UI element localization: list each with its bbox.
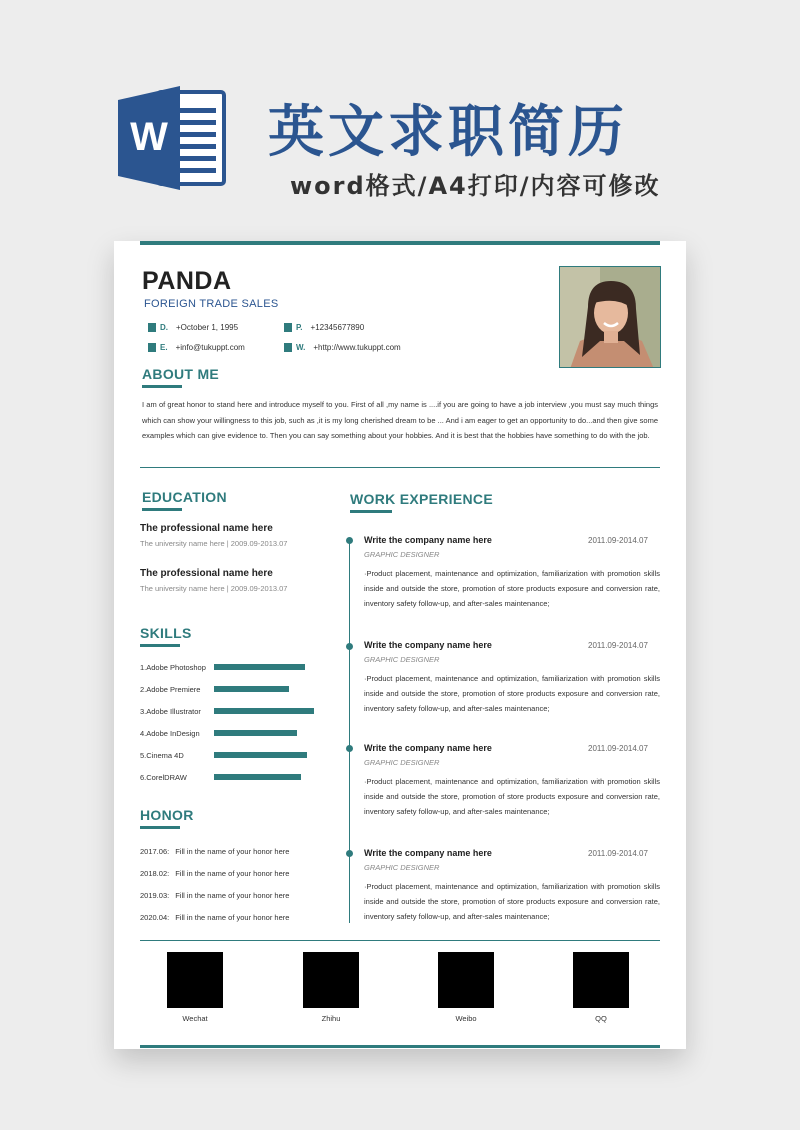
skill-name: 4.Adobe InDesign — [140, 729, 200, 738]
qq-label: QQ — [595, 1014, 607, 1023]
education-underline — [142, 508, 182, 511]
contact-label: P. — [296, 323, 303, 332]
honor-item — [140, 891, 289, 900]
work-date: 2011.09-2014.07 — [588, 849, 648, 858]
honor-item — [140, 913, 289, 922]
education-item-sub: The university name here | 2009.09-2013.07 — [140, 584, 288, 593]
timeline-dot — [346, 850, 353, 857]
timeline-dot — [346, 745, 353, 752]
contact-label: W. — [296, 343, 306, 352]
education-title: EDUCATION — [142, 489, 227, 505]
skill-bar-fill — [214, 664, 305, 670]
skill-bar — [214, 708, 314, 714]
skill-bar-fill — [214, 774, 301, 780]
work-date: 2011.09-2014.07 — [588, 641, 648, 650]
contact-label: D. — [160, 323, 168, 332]
timeline-dot — [346, 643, 353, 650]
work-timeline — [349, 538, 350, 923]
honor-text: Fill in the name of your honor here — [175, 891, 290, 900]
skill-bar-fill — [214, 686, 289, 692]
skill-name: 6.CorelDRAW — [140, 773, 187, 782]
resume-job-title: FOREIGN TRADE SALES — [144, 298, 279, 310]
resume-page — [114, 241, 686, 1049]
work-date: 2011.09-2014.07 — [588, 536, 648, 545]
skills-title: SKILLS — [140, 625, 192, 641]
word-doc-icon — [118, 86, 230, 190]
work-role: GRAPHIC DESIGNER — [364, 863, 440, 872]
honor-text: Fill in the name of your honor here — [175, 847, 290, 856]
qq-qr-code — [573, 952, 629, 1008]
work-company: Write the company name here — [364, 848, 492, 858]
skill-bar — [214, 664, 314, 670]
contact-website — [284, 343, 401, 352]
bottom-accent-bar — [140, 1045, 660, 1048]
contact-value: +http://www.tukuppt.com — [313, 343, 401, 352]
about-underline — [142, 385, 182, 388]
education-item-sub: The university name here | 2009.09-2013.07 — [140, 539, 288, 548]
work-description: ·Product placement, maintenance and optimization, familiarization with promotion skills inside and outside the store, promotion of store products exposure and conversion rate, inventory safety follow-up, and after-sales maintenance; — [364, 882, 660, 921]
contact-marker — [284, 323, 292, 332]
honor-text: Fill in the name of your honor here — [175, 913, 290, 922]
contact-email — [148, 343, 245, 352]
work-title: WORK EXPERIENCE — [350, 491, 493, 507]
work-company: Write the company name here — [364, 640, 492, 650]
work-underline — [350, 510, 392, 513]
skill-bar-fill — [214, 730, 297, 736]
about-text: I am of great honor to stand here and introduce myself to you. First of all ,my name is ....if you are going to have a job interview ,you must say much things which can show your willingness to this job, such as ,it is my long cherished dream to be ... And i am eager to get an opportunity to do...and then give some examples which can give evidence to. Then you can say something about your hobbies. And it is best that the hobbies have something to do with the job. — [142, 400, 658, 440]
skill-name: 5.Cinema 4D — [140, 751, 184, 760]
skill-bar — [214, 686, 314, 692]
honor-underline — [140, 826, 180, 829]
honor-title: HONOR — [140, 807, 194, 823]
wechat-label: Wechat — [182, 1014, 208, 1023]
work-role: GRAPHIC DESIGNER — [364, 550, 440, 559]
contact-value: +October 1, 1995 — [176, 323, 239, 332]
portrait-image — [560, 267, 661, 368]
zhihu-qr-code — [303, 952, 359, 1008]
honor-item — [140, 847, 289, 856]
skill-bar — [214, 752, 314, 758]
about-title: ABOUT ME — [142, 366, 220, 382]
honor-year: 2019.03: — [140, 891, 170, 900]
word-icon-letter: W — [130, 115, 168, 159]
footer-divider — [140, 940, 660, 941]
contact-label: E. — [160, 343, 168, 352]
zhihu-label: Zhihu — [321, 1014, 341, 1023]
skills-underline — [140, 644, 180, 647]
weibo-label: Weibo — [455, 1014, 477, 1023]
work-description: ·Product placement, maintenance and optimization, familiarization with promotion skills inside and outside the store, promotion of store products exposure and conversion rate, inventory safety follow-up, and after-sales maintenance; — [364, 674, 660, 713]
profile-photo — [559, 266, 661, 368]
work-description: ·Product placement, maintenance and optimization, familiarization with promotion skills inside and outside the store, promotion of store products exposure and conversion rate, inventory safety follow-up, and after-sales maintenance; — [364, 777, 660, 816]
skill-bar-fill — [214, 708, 314, 714]
skill-name: 3.Adobe Illustrator — [140, 707, 201, 716]
work-company: Write the company name here — [364, 743, 492, 753]
contact-marker — [148, 343, 156, 352]
skill-bar — [214, 730, 314, 736]
contact-phone — [284, 323, 364, 332]
banner-subtitle: word格式/A4打印/内容可修改 — [290, 172, 661, 200]
timeline-dot — [346, 537, 353, 544]
skill-name: 1.Adobe Photoshop — [140, 663, 206, 672]
resume-name: PANDA — [142, 267, 232, 295]
skill-name: 2.Adobe Premiere — [140, 685, 201, 694]
contact-value: +12345677890 — [310, 323, 365, 332]
work-company: Write the company name here — [364, 535, 492, 545]
contact-value: +info@tukuppt.com — [175, 343, 245, 352]
contact-marker — [284, 343, 292, 352]
honor-year: 2018.02: — [140, 869, 170, 878]
banner-title: 英文求职简历 — [268, 100, 628, 165]
skill-bar-fill — [214, 752, 307, 758]
about-divider — [140, 467, 660, 468]
weibo-qr-code — [438, 952, 494, 1008]
contact-marker — [148, 323, 156, 332]
honor-item — [140, 869, 289, 878]
contact-birthdate — [148, 323, 238, 332]
honor-year: 2020.04: — [140, 913, 170, 922]
wechat-qr-code — [167, 952, 223, 1008]
education-item-title: The professional name here — [140, 523, 273, 534]
top-accent-bar — [140, 241, 660, 245]
work-description: ·Product placement, maintenance and optimization, familiarization with promotion skills inside and outside the store, promotion of store products exposure and conversion rate, inventory safety follow-up, and after-sales maintenance; — [364, 569, 660, 608]
work-date: 2011.09-2014.07 — [588, 744, 648, 753]
skill-bar — [214, 774, 314, 780]
education-item-title: The professional name here — [140, 568, 273, 579]
work-role: GRAPHIC DESIGNER — [364, 655, 440, 664]
honor-year: 2017.06: — [140, 847, 170, 856]
honor-text: Fill in the name of your honor here — [175, 869, 290, 878]
work-role: GRAPHIC DESIGNER — [364, 758, 440, 767]
